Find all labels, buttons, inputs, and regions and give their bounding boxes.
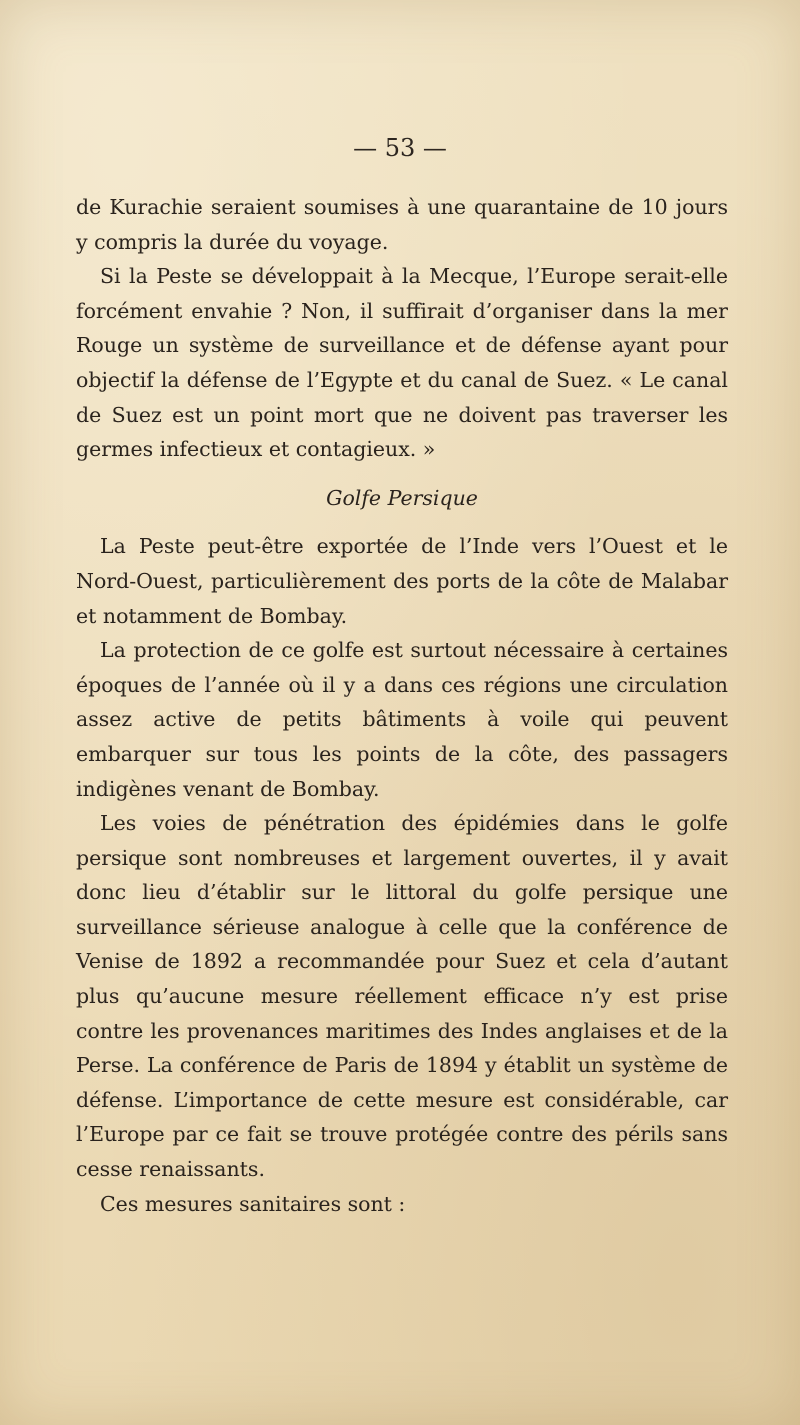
paragraph-continuation: de Kurachie seraient soumises à une quarantaine de 10 jours y compris la durée du voyage. <box>76 195 728 254</box>
section-heading: Golfe Persique <box>326 485 478 510</box>
paragraph-protection: La protection de ce golfe est surtout nécessaire à certaines époques de l’année où il y a dans ces régions une circulation assez active de petits bâtiments à voile qui peuvent embarquer sur tous les points de la côte, des passagers indigènes venant de Bombay. <box>76 638 728 801</box>
paragraph-mecque: Si la Peste se développait à la Mecque, l’Europe serait-elle forcément envahie ? Non, il suffirait d’organiser dans la mer Rouge un système de surveillance et de défense ayant pour objectif la défense de l’Egypte et du canal de Suez. « Le canal de Suez est un point mort que ne doivent pas traverser les germes infectieux et contagieux. » <box>76 264 728 462</box>
paragraph-mesures: Ces mesures sanitaires sont : <box>100 1191 406 1216</box>
paragraph-export: La Peste peut-être exportée de l’Inde vers l’Ouest et le Nord-Ouest, particulièrement des ports de la côte de Malabar et notamment de Bombay. <box>76 534 728 628</box>
paragraph-voies: Les voies de pénétration des épidémies dans le golfe persique sont nombreuses et largement ouvertes, il y avait donc lieu d’établir sur le littoral du golfe persique une surveillance sérieuse analogue à celle que la conférence de Venise de 1892 a recommandée pour Suez et cela d’autant plus qu’aucune mesure réellement efficace n’y est prise contre les provenances maritimes des Indes anglaises et de la Perse. La conférence de Paris de 1894 y établit un système de défense. L’importance de cette mesure est considérable, car l’Europe par ce fait se trouve protégée contre des périls sans cesse renaissants. <box>76 811 728 1182</box>
page-number: — 53 — <box>353 134 447 162</box>
page-text <box>76 190 728 1221</box>
